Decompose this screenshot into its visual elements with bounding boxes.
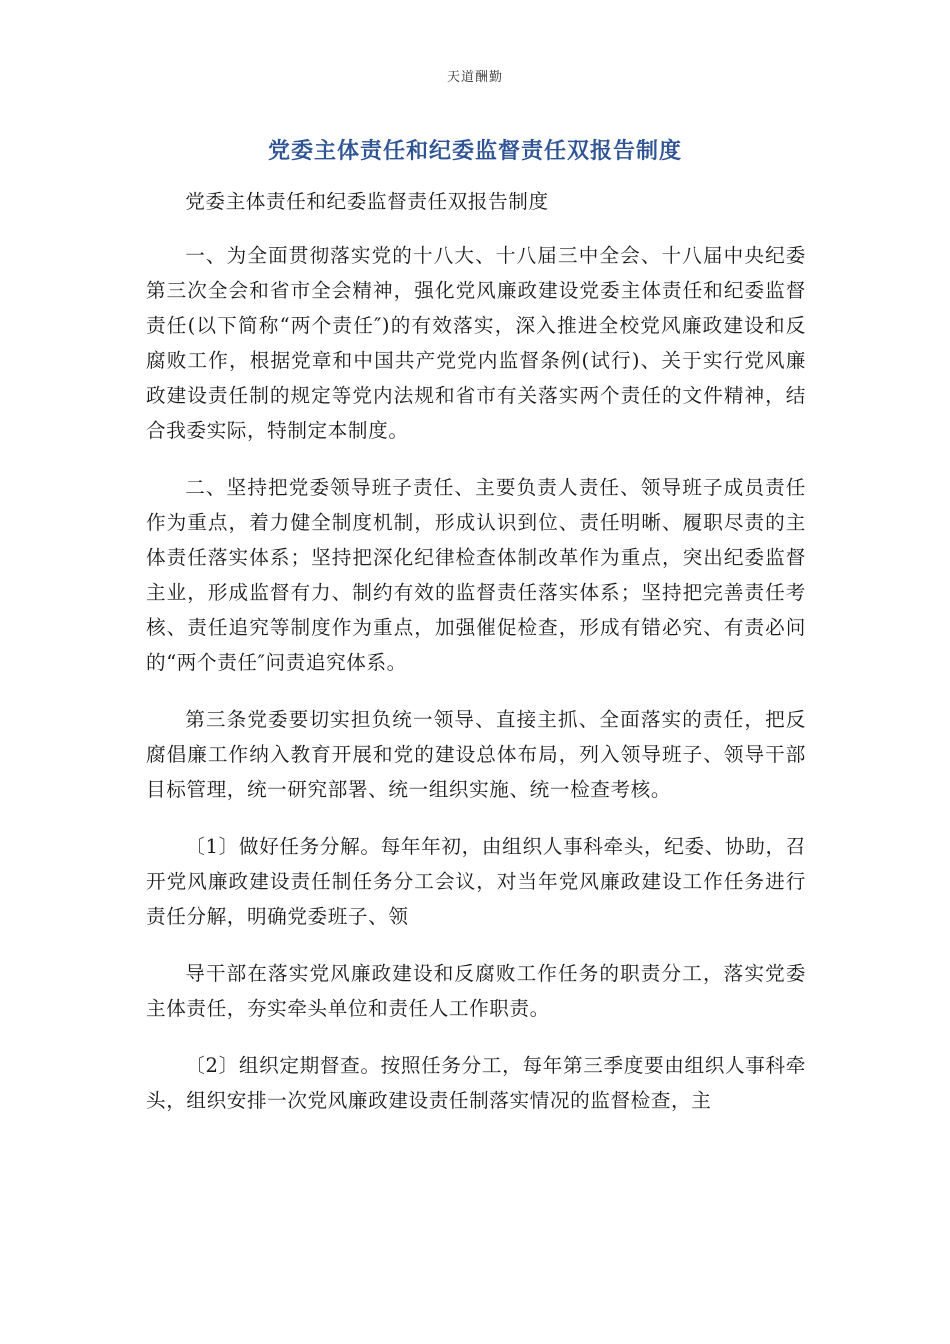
body-paragraph: 第三条党委要切实担负统一领导、直接主抓、全面落实的责任，把反腐倡廉工作纳入教育开展和党的建设总体布局，列入领导班子、领导干部目标管理，统一研究部署、统一组织实施、统一检查考核。 — [146, 708, 806, 801]
page-header: 天道酬勤 — [446, 70, 503, 85]
body-paragraph: 导干部在落实党风廉政建设和反腐败工作任务的职责分工，落实党委主体责任，夯实牵头单位和责任人工作职责。 — [146, 962, 806, 1020]
document-body — [146, 184, 806, 1140]
body-paragraph-subtitle: 党委主体责任和纪委监督责任双报告制度 — [185, 190, 549, 213]
document-title: 党委主体责任和纪委监督责任双报告制度 — [267, 138, 682, 164]
body-paragraph: 〔1〕做好任务分解。每年年初，由组织人事科牵头，纪委、协助，召开党风廉政建设责任制任务分工会议，对当年党风廉政建设工作任务进行责任分解，明确党委班子、领 — [146, 835, 806, 928]
body-paragraph: 二、坚持把党委领导班子责任、主要负责人责任、领导班子成员责任作为重点，着力健全制度机制，形成认识到位、责任明晰、履职尽责的主体责任落实体系；坚持把深化纪律检查体制改革作为重点，突出纪委监督主业，形成监督有力、制约有效的监督责任落实体系；坚持把完善责任考核、责任追究等制度作为重点，加强催促检查，形成有错必究、有责必问的“两个责任″问责追究体系。 — [146, 476, 806, 674]
body-paragraph: 〔2〕组织定期督查。按照任务分工，每年第三季度要由组织人事科牵头，组织安排一次党风廉政建设责任制落实情况的监督检查，主 — [146, 1054, 806, 1112]
body-paragraph: 一、为全面贯彻落实党的十八大、十八届三中全会、十八届中央纪委第三次全会和省市全会精神，强化党风廉政建设党委主体责任和纪委监督责任(以下简称“两个责任″)的有效落实，深入推进全校党风廉政建设和反腐败工作，根据党章和中国共产党党内监督条例(试行)、关于实行党风廉政建设责任制的规定等党内法规和省市有关落实两个责任的文件精神，结合我委实际，特制定本制度。 — [146, 244, 806, 442]
